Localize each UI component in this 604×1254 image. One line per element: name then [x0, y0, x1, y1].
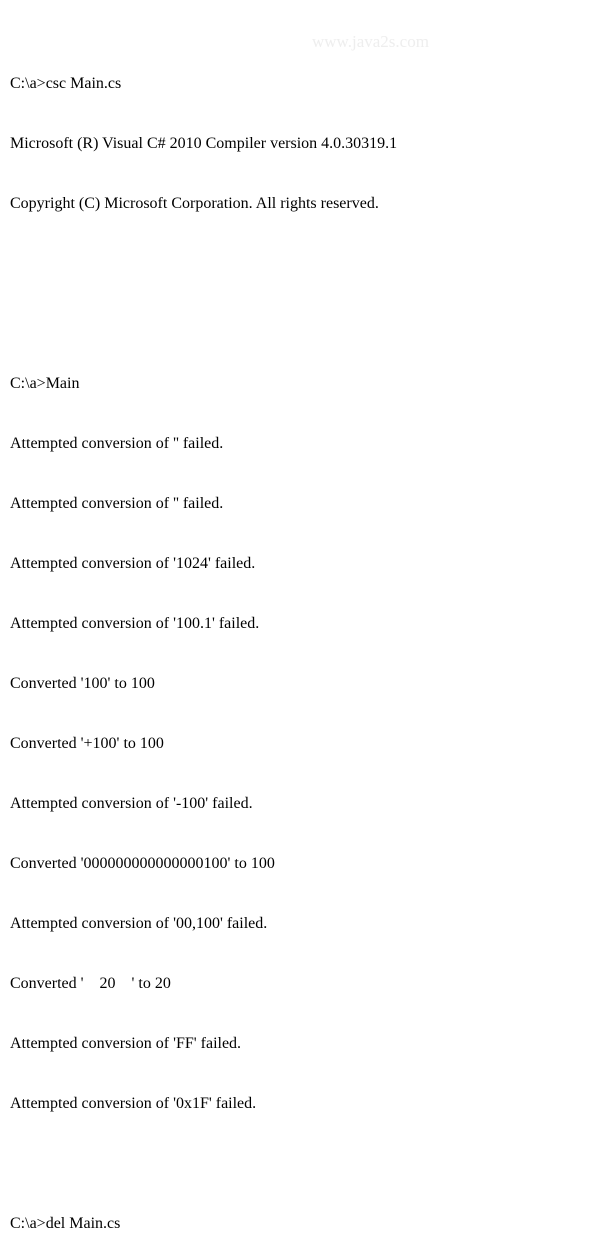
- watermark: www.java2s.com: [312, 32, 429, 51]
- blank-line: [10, 1154, 397, 1174]
- console-line: Converted '100' to 100: [10, 675, 155, 692]
- console-line: Converted '+100' to 100: [10, 735, 164, 752]
- console-line: Attempted conversion of '' failed.: [10, 495, 224, 512]
- console-line: C:\a>Main: [10, 375, 80, 392]
- console-line: C:\a>csc Main.cs: [10, 75, 122, 92]
- blank-line: [10, 254, 397, 274]
- console-line: Converted ' 20 ' to 20: [10, 975, 171, 992]
- console-line: Attempted conversion of '-100' failed.: [10, 795, 253, 812]
- console-line: C:\a>del Main.cs: [10, 1215, 121, 1232]
- console-line: Converted '000000000000000100' to 100: [10, 855, 275, 872]
- console-line: Attempted conversion of 'FF' failed.: [10, 1035, 242, 1052]
- blank-line: [10, 314, 397, 334]
- console-line: Attempted conversion of '' failed.: [10, 435, 224, 452]
- console-output: [10, 34, 397, 1254]
- console-line: Attempted conversion of '100.1' failed.: [10, 615, 260, 632]
- console-line: Attempted conversion of '0x1F' failed.: [10, 1095, 257, 1112]
- console-line: Attempted conversion of '1024' failed.: [10, 555, 256, 572]
- console-line: Copyright (C) Microsoft Corporation. All rights reserved.: [10, 195, 379, 212]
- console-line: Microsoft (R) Visual C# 2010 Compiler version 4.0.30319.1: [10, 135, 398, 152]
- console-line: Attempted conversion of '00,100' failed.: [10, 915, 268, 932]
